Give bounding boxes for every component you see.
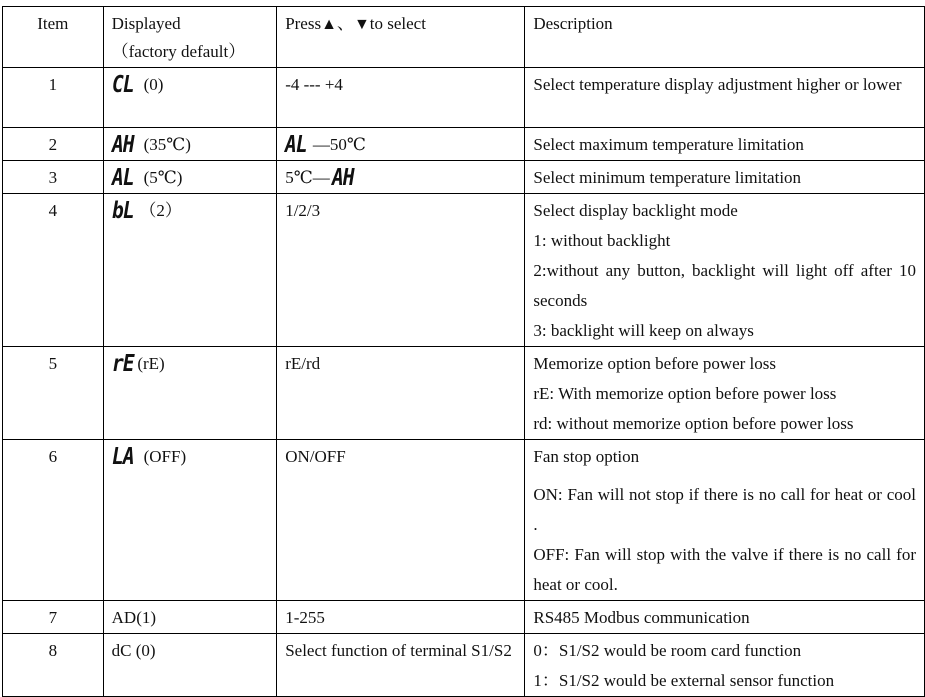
lcd-code: rE <box>111 351 134 377</box>
select-cell: 1-255 <box>277 601 525 634</box>
select-cell: -4 --- +4 <box>277 68 525 128</box>
factory-default: （2） <box>139 201 182 220</box>
item-number: 8 <box>3 634 104 697</box>
lcd-code: CL <box>111 72 134 98</box>
displayed-cell <box>103 194 277 347</box>
table-row <box>3 68 925 128</box>
item-number: 2 <box>3 128 104 161</box>
description-line: rE: With memorize option before power loss <box>533 384 837 403</box>
description-line: rd: without memorize option before power loss <box>533 414 854 433</box>
lcd-code: AH <box>111 132 134 158</box>
select-range: 5℃— <box>285 168 330 187</box>
description-line: 1: without backlight <box>533 231 671 250</box>
factory-default: (35℃) <box>143 135 191 154</box>
table-row <box>3 601 925 634</box>
description-line: Select temperature display adjustment higher or lower <box>533 75 902 94</box>
description-cell: Select maximum temperature limitation <box>525 128 925 161</box>
table-row <box>3 347 925 440</box>
select-cell <box>277 161 525 194</box>
header-press-suffix: to select <box>369 14 426 33</box>
item-number: 4 <box>3 194 104 347</box>
parameter-table <box>2 6 925 697</box>
item-number: 7 <box>3 601 104 634</box>
description-cell <box>525 68 925 128</box>
lcd-code: LA <box>111 444 134 470</box>
table-row <box>3 194 925 347</box>
table-row <box>3 440 925 601</box>
header-displayed <box>103 7 277 68</box>
item-number: 5 <box>3 347 104 440</box>
displayed-cell <box>103 161 277 194</box>
lcd-code: AL <box>285 132 308 158</box>
description-line: 1：S1/S2 would be external sensor function <box>533 671 835 690</box>
displayed-cell: AD(1) <box>103 601 277 634</box>
description-line: 0：S1/S2 would be room card function <box>533 641 802 660</box>
lcd-code: bL <box>111 198 134 224</box>
description-line: ON: Fan will not stop if there is no call for heat or cool . <box>533 485 916 534</box>
select-range: —50℃ <box>312 135 366 154</box>
header-displayed-line1: Displayed <box>111 14 181 33</box>
description-line: 2:without any button, backlight will light off after 10 seconds <box>533 261 916 310</box>
header-description: Description <box>525 7 925 68</box>
select-text: Select function of terminal S1/S2 <box>285 641 512 660</box>
description-line: Select display backlight mode <box>533 201 738 220</box>
item-number: 3 <box>3 161 104 194</box>
factory-default: (5℃) <box>143 168 183 187</box>
lcd-code: AL <box>111 165 134 191</box>
table-row <box>3 634 925 697</box>
displayed-cell <box>103 347 277 440</box>
item-number: 1 <box>3 68 104 128</box>
select-cell: 1/2/3 <box>277 194 525 347</box>
down-triangle-icon: ▼ <box>353 16 370 33</box>
up-triangle-icon: ▲ <box>321 16 337 33</box>
select-cell: rE/rd <box>277 347 525 440</box>
header-row <box>3 7 925 68</box>
select-cell <box>277 128 525 161</box>
description-line: Fan stop option <box>533 447 640 466</box>
header-press-prefix: Press <box>285 14 322 33</box>
displayed-cell: dC (0) <box>103 634 277 697</box>
description-cell: Select minimum temperature limitation <box>525 161 925 194</box>
description-line: OFF: Fan will stop with the valve if there is no call for heat or cool. <box>533 545 916 594</box>
select-cell <box>277 634 525 697</box>
header-displayed-line2: （factory default） <box>111 42 246 61</box>
displayed-cell <box>103 68 277 128</box>
item-number: 6 <box>3 440 104 601</box>
table-row <box>3 128 925 161</box>
displayed-cell <box>103 440 277 601</box>
description-cell: RS485 Modbus communication <box>525 601 925 634</box>
factory-default: (rE) <box>137 354 165 373</box>
table-row <box>3 161 925 194</box>
displayed-cell <box>103 128 277 161</box>
description-line: Memorize option before power loss <box>533 354 777 373</box>
select-cell: ON/OFF <box>277 440 525 601</box>
factory-default: (OFF) <box>143 447 187 466</box>
header-press-separator: 、 <box>336 14 354 33</box>
description-cell <box>525 440 925 601</box>
description-cell <box>525 347 925 440</box>
description-cell <box>525 194 925 347</box>
description-cell <box>525 634 925 697</box>
header-item: Item <box>3 7 104 68</box>
lcd-code: AH <box>331 165 354 191</box>
description-line: 3: backlight will keep on always <box>533 321 754 340</box>
factory-default: (0) <box>143 75 164 94</box>
header-press <box>277 7 525 68</box>
